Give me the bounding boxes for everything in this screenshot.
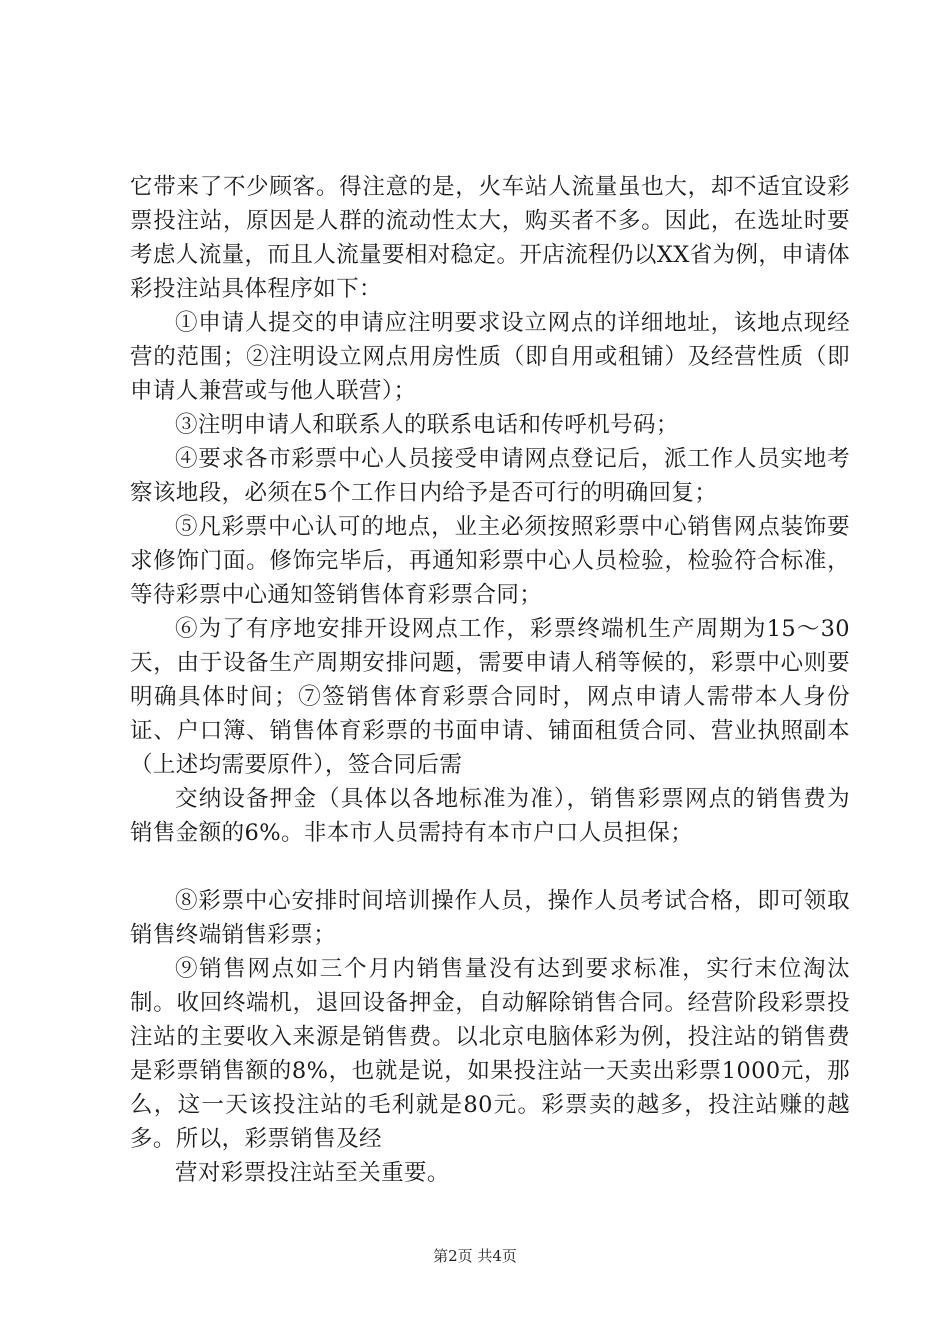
paragraph-deposit: 交纳设备押金（具体以各地标准为准），销售彩票网点的销售费为销售金额的6%。非本市人员需持有本市户口人员担保； [130, 786, 850, 846]
paragraph-step-6-7: ⑥为了有序地安排开设网点工作，彩票终端机生产周期为15～30天，由于设备生产周期安排问题，需要申请人稍等候的，彩票中心则要明确具体时间；⑦签销售体育彩票合同时，网点申请人需带本人身份证、户口簿、销售体育彩票的书面申请、铺面租赁合同、营业执照副本（上述均需要原件），签合同后需 [130, 616, 850, 778]
paragraph-conclusion: 营对彩票投注站至关重要。 [175, 1160, 450, 1186]
paragraph-step-3: ③注明申请人和联系人的联系电话和传呼机号码； [175, 412, 679, 438]
paragraph-step-5: ⑤凡彩票中心认可的地点，业主必须按照彩票中心销售网点装饰要求修饰门面。修饰完毕后，再通知彩票中心人员检验，检验符合标准，等待彩票中心通知签销售体育彩票合同； [130, 514, 850, 608]
paragraph-step-4: ④要求各市彩票中心人员接受申请网点登记后，派工作人员实地考察该地段，必须在5个工作日内给予是否可行的明确回复； [130, 446, 850, 506]
paragraph-site-selection: 它带来了不少顾客。得注意的是，火车站人流量虽也大，却不适宜设彩票投注站，原因是人群的流动性太大，购买者不多。因此，在选址时要考虑人流量，而且人流量要相对稳定。开店流程仍以XX省为例，申请体彩投注站具体程序如下： [130, 174, 850, 302]
paragraph-step-1-2: ①申请人提交的申请应注明要求设立网点的详细地址，该地点现经营的范围；②注明设立网点用房性质（即自用或租铺）及经营性质（即申请人兼营或与他人联营）； [130, 310, 850, 404]
paragraph-step-8: ⑧彩票中心安排时间培训操作人员，操作人员考试合格，即可领取销售终端销售彩票； [130, 888, 850, 948]
page-number-footer: 第2页 共4页 [433, 1247, 517, 1265]
document-body [130, 170, 850, 1190]
paragraph-step-9: ⑨销售网点如三个月内销售量没有达到要求标准，实行末位淘汰制。收回终端机，退回设备押金，自动解除销售合同。经营阶段彩票投注站的主要收入来源是销售费。以北京电脑体彩为例，投注站的销售费是彩票销售额的8%，也就是说，如果投注站一天卖出彩票1000元，那么，这一天该投注站的毛利就是80元。彩票卖的越多，投注站赚的越多。所以，彩票销售及经 [130, 956, 850, 1152]
